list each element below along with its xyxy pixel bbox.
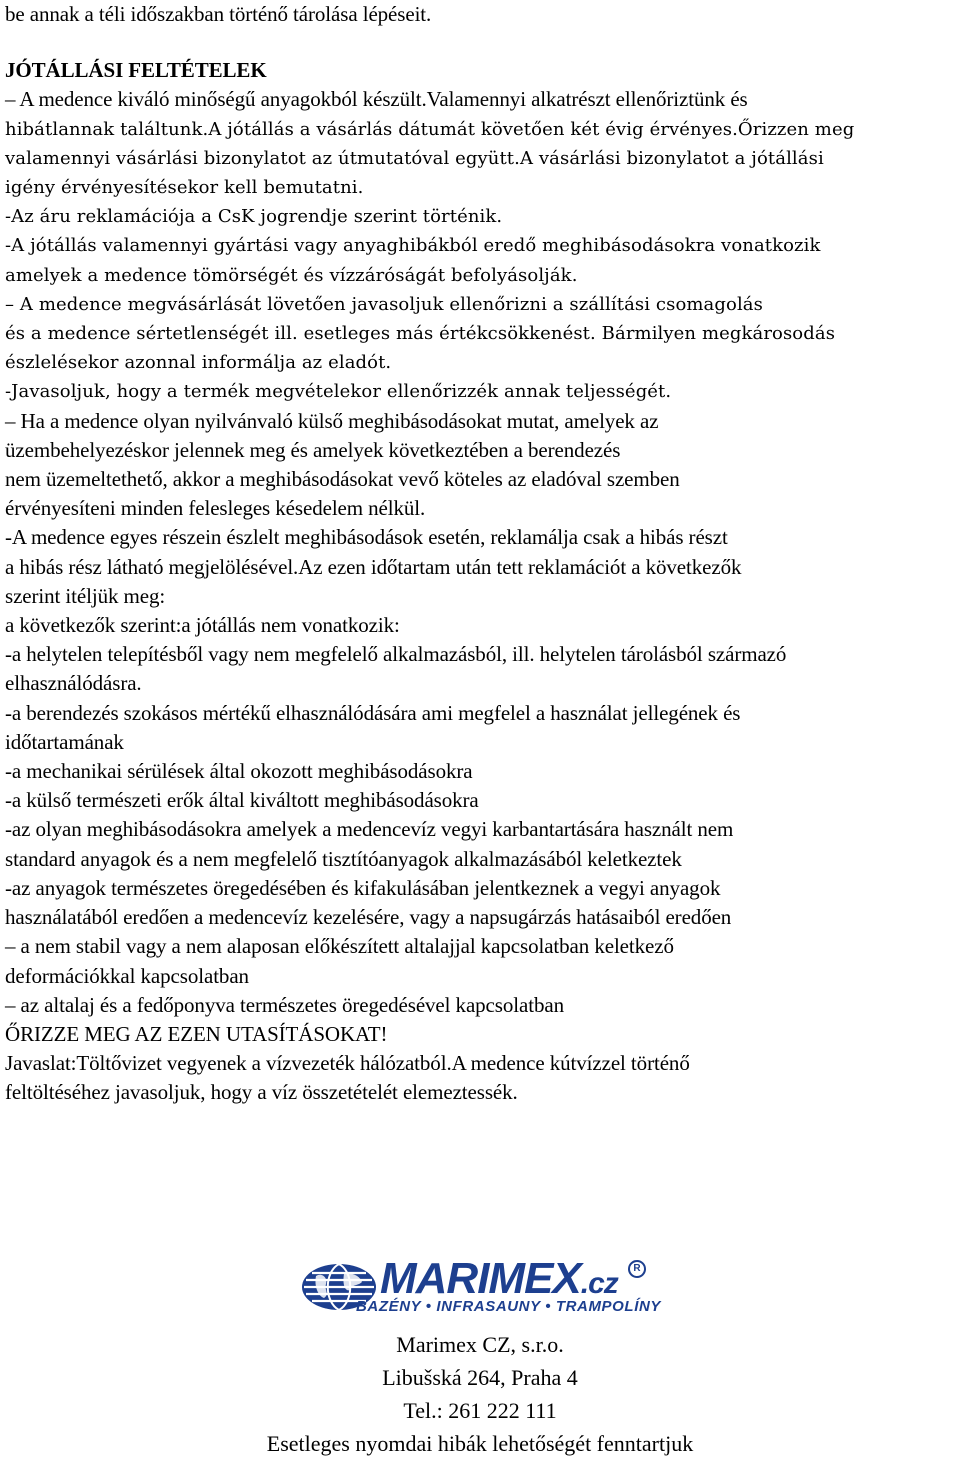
section-heading: JÓTÁLLÁSI FELTÉTELEK bbox=[5, 58, 267, 83]
text-line: -Javasoljuk, hogy a termék megvételekor ellenőrizzék annak teljességét. bbox=[5, 381, 672, 403]
text-line: elhasználódásra. bbox=[5, 671, 142, 696]
text-line: – a nem stabil vagy a nem alaposan előkészített altalajjal kapcsolatban keletkező bbox=[5, 934, 674, 959]
text-line: igény érvényesítésekor kell bemutatni. bbox=[5, 177, 364, 199]
footer bbox=[0, 1254, 960, 1460]
text-line: – A medence megvásárlását lövetően javasoljuk ellenőrizni a szállítási csomagolás bbox=[5, 293, 763, 315]
marimex-logo bbox=[300, 1254, 661, 1322]
text-line: -az olyan meghibásodásokra amelyek a medencevíz vegyi karbantartására használt nem bbox=[5, 817, 734, 842]
text-line: valamennyi vásárlási bizonylatot az útmutatóval együtt.A vásárlási bizonylatot a jótállási bbox=[5, 147, 824, 169]
text-line: -a mechanikai sérülések által okozott meghibásodásokra bbox=[5, 759, 473, 784]
text-line: -az anyagok természetes öregedésében és kifakulásában jelentkeznek a vegyi anyagok bbox=[5, 875, 721, 900]
text-line: a következők szerint:a jótállás nem vonatkozik: bbox=[5, 613, 400, 638]
text-line: feltöltéséhez javasoljuk, hogy a víz összetételét elemeztessék. bbox=[5, 1080, 518, 1105]
text-line: a hibás rész látható megjelölésével.Az ezen időtartam után tett reklamációt a következők bbox=[5, 554, 742, 579]
text-line: érvényesíteni minden felesleges késedelem nélkül. bbox=[5, 496, 426, 521]
text-line: ŐRIZZE MEG AZ EZEN UTASÍTÁSOKAT! bbox=[5, 1021, 388, 1046]
paragraph-gap bbox=[5, 29, 960, 56]
text-line: üzembehelyezéskor jelennek meg és amelyek következtében a berendezés bbox=[5, 437, 621, 462]
logo-tagline: BAZÉNY • INFRASAUNY • TRAMPOLÍNY bbox=[356, 1298, 661, 1315]
company-address: Libušská 264, Praha 4 bbox=[382, 1365, 578, 1390]
text-line: időtartamának bbox=[5, 729, 124, 754]
text-line: szerint itéljük meg: bbox=[5, 583, 166, 608]
company-phone: Tel.: 261 222 111 bbox=[403, 1398, 557, 1423]
text-line: -Az áru reklamációja a CsK jogrendje szerint történik. bbox=[5, 206, 503, 228]
logo-brand: MARIMEX.cz bbox=[380, 1254, 618, 1303]
text-line: -A jótállás valamennyi gyártási vagy anyaghibákból eredő meghibásodásokra vonatkozik bbox=[5, 235, 821, 257]
company-name: Marimex CZ, s.r.o. bbox=[396, 1332, 564, 1357]
text-line: -A medence egyes részein észlelt meghibásodások esetén, reklamálja csak a hibás részt bbox=[5, 525, 728, 550]
text-line: -a berendezés szokásos mértékű elhasználódására ami megfelel a használat jellegének és bbox=[5, 700, 741, 725]
text-line: -a külső természeti erők által kiváltott meghibásodásokra bbox=[5, 788, 479, 813]
text-line: deformációkkal kapcsolatban bbox=[5, 963, 249, 988]
text-line: be annak a téli időszakban történő tárolása lépéseit. bbox=[5, 2, 432, 26]
text-line: Javaslat:Töltővizet vegyenek a vízvezeték hálózatból.A medence kútvízzel történő bbox=[5, 1051, 690, 1076]
text-line: – az altalaj és a fedőponyva természetes öregedésével kapcsolatban bbox=[5, 992, 564, 1017]
text-line: -a helytelen telepítésből vagy nem megfelelő alkalmazásból, ill. helytelen tárolásból származó bbox=[5, 642, 787, 667]
text-line: amelyek a medence tömörségét és vízzáróságát befolyásolják. bbox=[5, 264, 578, 286]
text-line: – Ha a medence olyan nyilvánvaló külső meghibásodásokat mutat, amelyek az bbox=[5, 408, 659, 433]
text-line: standard anyagok és a nem megfelelő tisztítóanyagok alkalmazásából keletkeztek bbox=[5, 846, 682, 871]
text-line: észlelésekor azonnal informálja az eladót. bbox=[5, 352, 392, 374]
document-body bbox=[5, 0, 960, 1108]
text-line: használatából eredően a medencevíz kezelésére, vagy a napsugárzás hatásaiból eredően bbox=[5, 905, 732, 930]
text-line: és a medence sértetlenségét ill. esetleges más értékcsökkenést. Bármilyen megkárosodás bbox=[5, 323, 836, 345]
print-disclaimer: Esetleges nyomdai hibák lehetőségét fenntartjuk bbox=[266, 1431, 694, 1456]
registered-mark: R bbox=[628, 1260, 646, 1278]
text-line: – A medence kiváló minőségű anyagokból készült.Valamennyi alkatrészt ellenőriztünk és bbox=[5, 87, 748, 112]
text-line: hibátlannak találtunk.A jótállás a vásárlás dátumát követően két évig érvényes.Őrizzen meg bbox=[5, 118, 855, 140]
text-line: nem üzemeltethető, akkor a meghibásodásokat vevő köteles az eladóval szemben bbox=[5, 467, 680, 492]
